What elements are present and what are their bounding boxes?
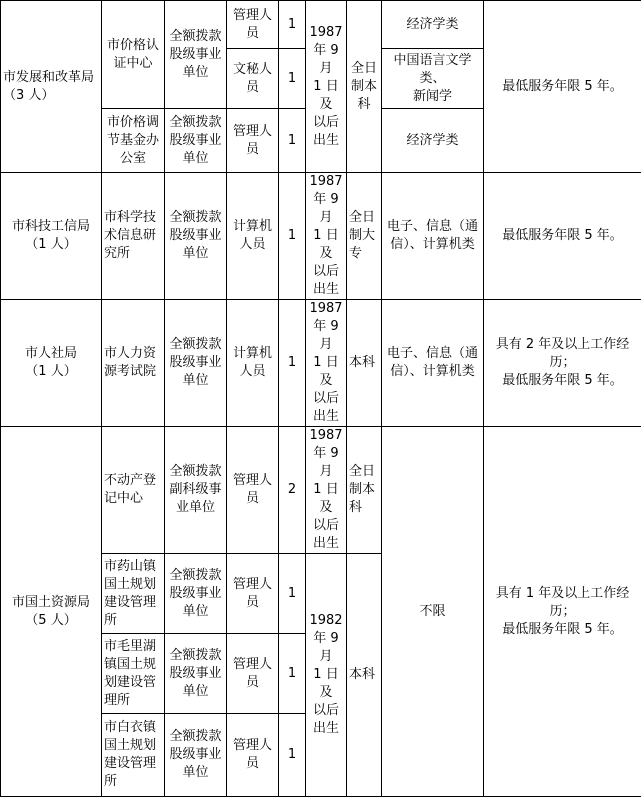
age-cell: 1987 年 9 月 1 日及 以后 出生 <box>306 1 347 173</box>
age-cell: 1987 年 9 月 1 日及 以后 出生 <box>306 427 347 554</box>
unit-cell: 市白衣镇 国土规划 建设管理 所 <box>102 714 165 797</box>
education-cell: 全日 制本 科 <box>347 1 382 173</box>
dept-cell: 市发展和改革局 （3 人） <box>1 1 102 173</box>
table-row <box>1 427 641 554</box>
unit-type-cell: 全额拨款 股级事业 单位 <box>165 714 227 797</box>
position-cell: 计算机 人员 <box>227 173 279 300</box>
count-cell: 1 <box>279 109 306 173</box>
unit-type-cell: 全额拨款 股级事业 单位 <box>165 554 227 634</box>
count-cell: 1 <box>279 1 306 49</box>
count-cell: 1 <box>279 300 306 427</box>
unit-type-cell: 全额拨款 副科级事 业单位 <box>165 427 227 554</box>
table-row <box>1 1 641 49</box>
position-cell: 管理人 员 <box>227 634 279 714</box>
count-cell: 1 <box>279 554 306 634</box>
other-requirement-cell: 具有 1 年及以上工作经历； 最低服务年限 5 年。 <box>484 427 641 797</box>
unit-cell: 不动产登 记中心 <box>102 427 165 554</box>
education-cell: 全日 制本 科 <box>347 427 382 554</box>
major-cell: 中国语言文学类、 新闻学 <box>382 49 484 109</box>
education-cell: 本科 <box>347 300 382 427</box>
position-cell: 管理人 员 <box>227 109 279 173</box>
age-cell: 1982 年 9 月 1 日及 以后 出生 <box>306 554 347 797</box>
position-cell: 管理人 员 <box>227 554 279 634</box>
unit-type-cell: 全额拨款 股级事业 单位 <box>165 109 227 173</box>
count-cell: 1 <box>279 173 306 300</box>
unit-cell: 市人力资 源考试院 <box>102 300 165 427</box>
age-cell: 1987 年 9 月 1 日及 以后 出生 <box>306 300 347 427</box>
major-cell: 不限 <box>382 427 484 797</box>
table-row <box>1 300 641 427</box>
table-row <box>1 173 641 300</box>
unit-type-cell: 全额拨款 股级事业 单位 <box>165 300 227 427</box>
position-cell: 管理人 员 <box>227 1 279 49</box>
unit-cell: 市毛里湖 镇国土规 划建设管 理所 <box>102 634 165 714</box>
unit-type-cell: 全额拨款 股级事业 单位 <box>165 634 227 714</box>
dept-cell: 市国土资源局 （5 人） <box>1 427 102 797</box>
major-cell: 经济学类 <box>382 1 484 49</box>
count-cell: 2 <box>279 427 306 554</box>
other-requirement-cell: 具有 2 年及以上工作经历； 最低服务年限 5 年。 <box>484 300 641 427</box>
unit-cell: 市价格调 节基金办 公室 <box>102 109 165 173</box>
position-cell: 管理人 员 <box>227 714 279 797</box>
major-cell: 电子、信息（通 信）、计算机类 <box>382 173 484 300</box>
major-cell: 经济学类 <box>382 109 484 173</box>
count-cell: 1 <box>279 714 306 797</box>
position-cell: 管理人 员 <box>227 427 279 554</box>
unit-type-cell: 全额拨款 股级事业 单位 <box>165 1 227 109</box>
other-requirement-cell: 最低服务年限 5 年。 <box>484 1 641 173</box>
position-cell: 文秘人 员 <box>227 49 279 109</box>
count-cell: 1 <box>279 634 306 714</box>
education-cell: 本科 <box>347 554 382 797</box>
dept-cell: 市人社局 （1 人） <box>1 300 102 427</box>
education-cell: 全日 制大 专 <box>347 173 382 300</box>
count-cell: 1 <box>279 49 306 109</box>
unit-cell: 市科学技 术信息研 究所 <box>102 173 165 300</box>
position-cell: 计算机 人员 <box>227 300 279 427</box>
unit-cell: 市价格认 证中心 <box>102 1 165 109</box>
unit-type-cell: 全额拨款 股级事业 单位 <box>165 173 227 300</box>
age-cell: 1987 年 9 月 1 日及 以后 出生 <box>306 173 347 300</box>
other-requirement-cell: 最低服务年限 5 年。 <box>484 173 641 300</box>
major-cell: 电子、信息（通 信）、计算机类 <box>382 300 484 427</box>
unit-cell: 市药山镇 国土规划 建设管理 所 <box>102 554 165 634</box>
dept-cell: 市科技工信局 （1 人） <box>1 173 102 300</box>
